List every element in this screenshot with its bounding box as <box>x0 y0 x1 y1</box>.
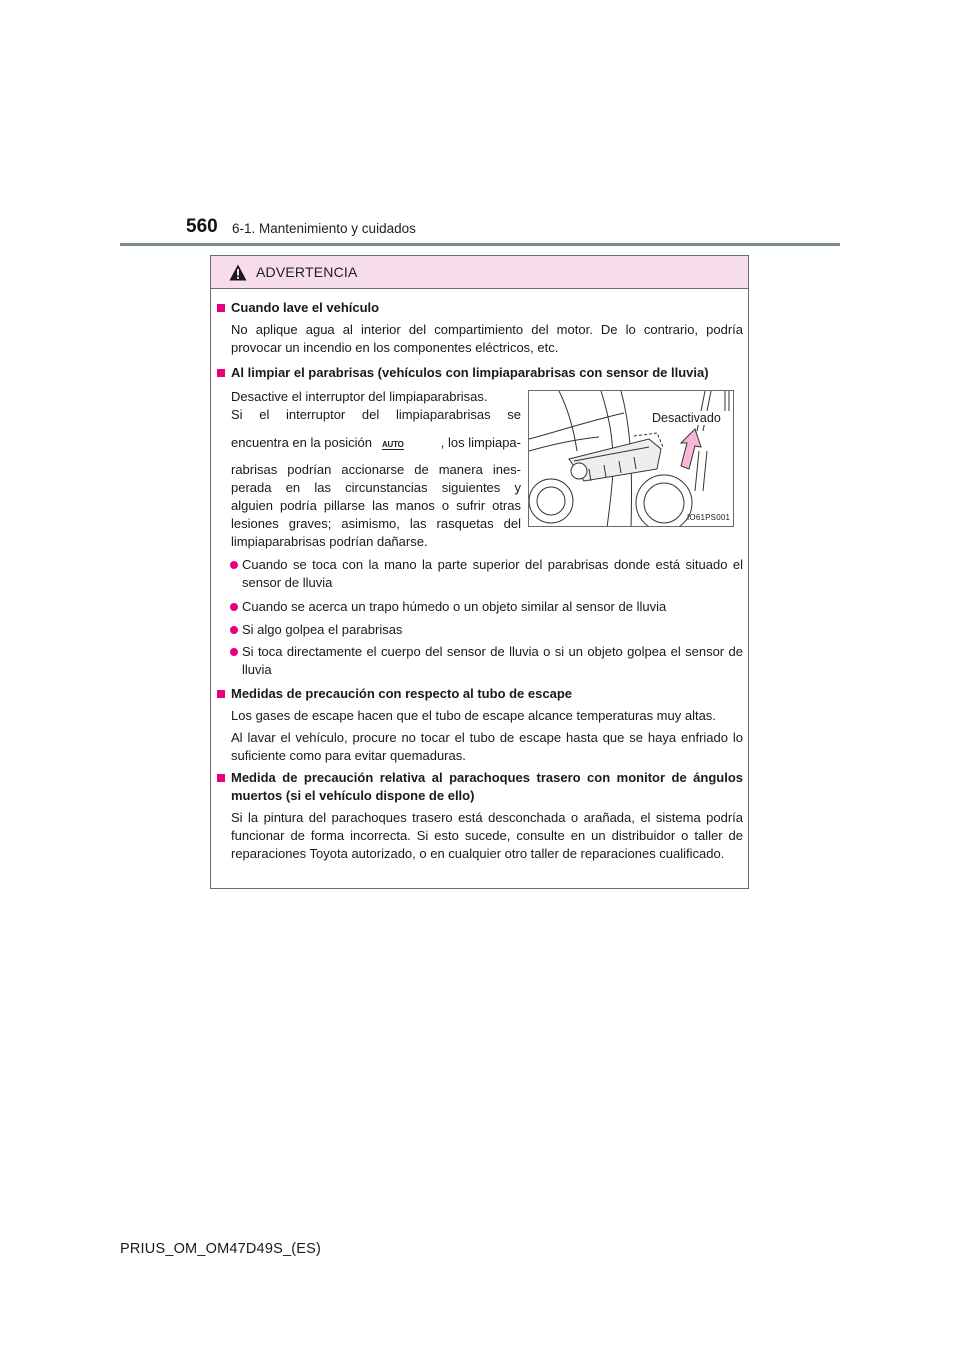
bullet-marker <box>230 561 238 569</box>
bullet-item: Cuando se toca con la mano la parte superior del parabrisas donde está situado el sensor de lluvia <box>242 557 743 590</box>
warning-title: ADVERTENCIA <box>256 264 358 280</box>
section-marker <box>217 369 225 377</box>
section-body-bumper: Si la pintura del parachoques trasero está desconchada o arañada, el sistema podría funcionar de forma incorrecta. Si esto sucede, consulte en un distribuidor o taller de reparaciones Toyota autorizado, o en cualquier otro taller de reparaciones cualificado. <box>231 810 743 861</box>
wiper-switch-figure <box>528 390 734 527</box>
body-line-auto <box>231 434 521 452</box>
warning-triangle-icon <box>229 264 247 281</box>
section-heading-exhaust: Medidas de precaución con respecto al tubo de escape <box>231 686 572 701</box>
section-marker <box>217 304 225 312</box>
page-number: 560 <box>186 216 218 237</box>
section-body-wash: No aplique agua al interior del compartimiento del motor. De lo contrario, podría provocar un incendio en los componentes eléctricos, etc. <box>231 322 743 355</box>
header-rule <box>120 243 840 246</box>
section-marker <box>217 774 225 782</box>
section-body-exhaust: Los gases de escape hacen que el tubo de escape alcance temperaturas muy altas. <box>231 708 716 723</box>
section-heading-windshield: Al limpiar el parabrisas (vehículos con limpiaparabrisas con sensor de lluvia) <box>231 365 709 380</box>
bullet-marker <box>230 603 238 611</box>
warning-box <box>210 255 749 889</box>
section-heading-wash: Cuando lave el vehículo <box>231 300 380 315</box>
bullet-marker <box>230 648 238 656</box>
bullet-item: Cuando se acerca un trapo húmedo o un objeto similar al sensor de lluvia <box>242 599 667 614</box>
body-line-auto-left: encuentra en la posición <box>231 435 372 450</box>
body-line-auto-right: , los limpiapa- <box>440 435 521 450</box>
section-title: 6-1. Mantenimiento y cuidados <box>232 221 416 236</box>
body-line: Desactive el interruptor del limpiaparabrisas. <box>231 389 488 404</box>
body-line: limpiaparabrisas podrían dañarse. <box>231 534 428 549</box>
body-line: alguien podría pillarse las manos o sufrir otras <box>231 498 521 513</box>
body-line: perada en las circunstancias siguientes y <box>231 480 521 495</box>
auto-position-icon: AUTO <box>381 440 404 449</box>
figure-code: IO61PS001 <box>687 513 731 522</box>
body-line: lesiones graves; asimismo, las rasquetas del <box>231 516 521 531</box>
section-marker <box>217 690 225 698</box>
warning-header <box>211 256 748 289</box>
bullet-item: Si algo golpea el parabrisas <box>242 622 403 637</box>
bullet-item: Si toca directamente el cuerpo del sensor de lluvia o si un objeto golpea el sensor de lluvia <box>242 644 743 677</box>
footer-doc-id: PRIUS_OM_OM47D49S_(ES) <box>120 1241 322 1257</box>
body-line: Si el interruptor del limpiaparabrisas se <box>231 407 521 422</box>
body-line: rabrisas podrían accionarse de manera ines- <box>231 462 521 477</box>
section-body-exhaust-2: Al lavar el vehículo, procure no tocar el tubo de escape hasta que se haya enfriado lo suficiente como para evitar quemaduras. <box>231 730 743 763</box>
figure-label-off: Desactivado <box>652 411 721 425</box>
bullet-marker <box>230 626 238 634</box>
section-heading-bumper: Medida de precaución relativa al parachoques trasero con monitor de ángulos muertos (si el vehículo dispone de ello) <box>231 770 743 803</box>
